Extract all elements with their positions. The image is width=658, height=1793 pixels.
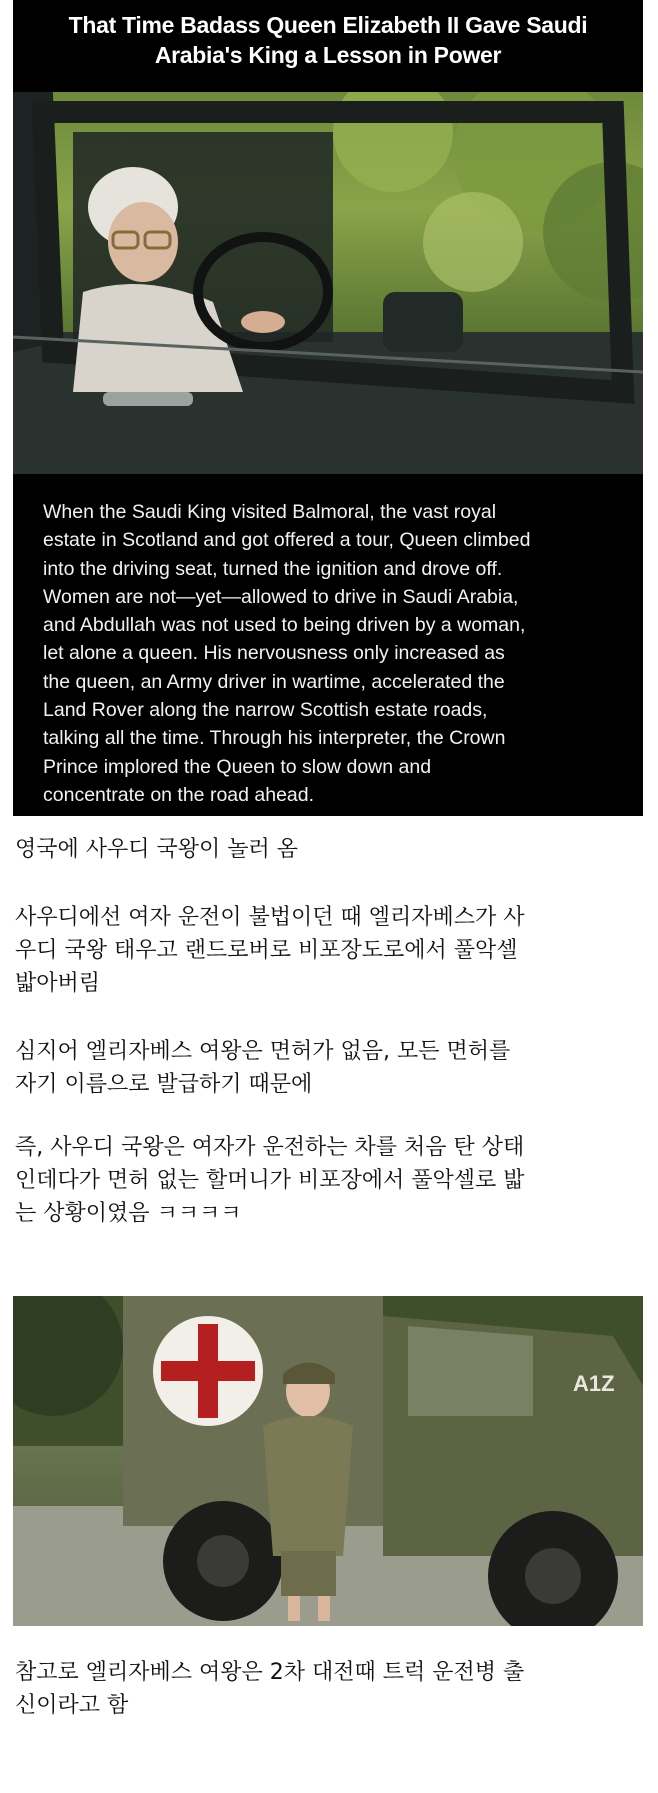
meme-caption: When the Saudi King visited Balmoral, the vast royal estate in Scotland and got offered a tour, Queen climbed into the driving seat, turned the ignition and drove off. Women are not—yet—allowed to drive in Saudi Arabia, and Abdullah was not used to being driven by a woman, let alone a queen. His nervousness only increased as the queen, an Army driver in wartime, accelerated the Land Rover along the narrow Scottish estate roads, talking all the time. Through his interpreter, the Crown Prince implored the Queen to slow down and concentrate on the road ahead. (43, 501, 531, 806)
truck-illustration (13, 1296, 643, 1626)
paragraph-5: 참고로 엘리자베스 여왕은 2차 대전때 트럭 운전병 출 신이라고 함 (15, 1660, 525, 1718)
paragraph-4: 즉, 사우디 국왕은 여자가 운전하는 차를 처음 탄 상태 인데다가 면허 없는 할머니가 비포장에서 풀악셀로 밟 는 상황이였음 ㅋㅋㅋㅋ (15, 1135, 525, 1226)
car-illustration (13, 92, 643, 474)
truck-photo (13, 1296, 643, 1626)
car-photo (13, 92, 643, 474)
meme-title: That Time Badass Queen Elizabeth II Gave Saudi Arabia's King a Lesson in Power (68, 12, 588, 68)
meme-image (13, 0, 643, 816)
paragraph-3: 심지어 엘리자베스 여왕은 면허가 없음, 모든 면허를 자기 이름으로 발급하기 때문에 (15, 1039, 511, 1097)
truck-marking: A1Z (573, 1371, 615, 1396)
paragraph-1: 영국에 사우디 국왕이 놀러 옴 (15, 837, 298, 862)
paragraph-2: 사우디에선 여자 운전이 불법이던 때 엘리자베스가 사 우디 국왕 태우고 랜드로버로 비포장도로에서 풀악셀 밟아버림 (15, 905, 525, 996)
